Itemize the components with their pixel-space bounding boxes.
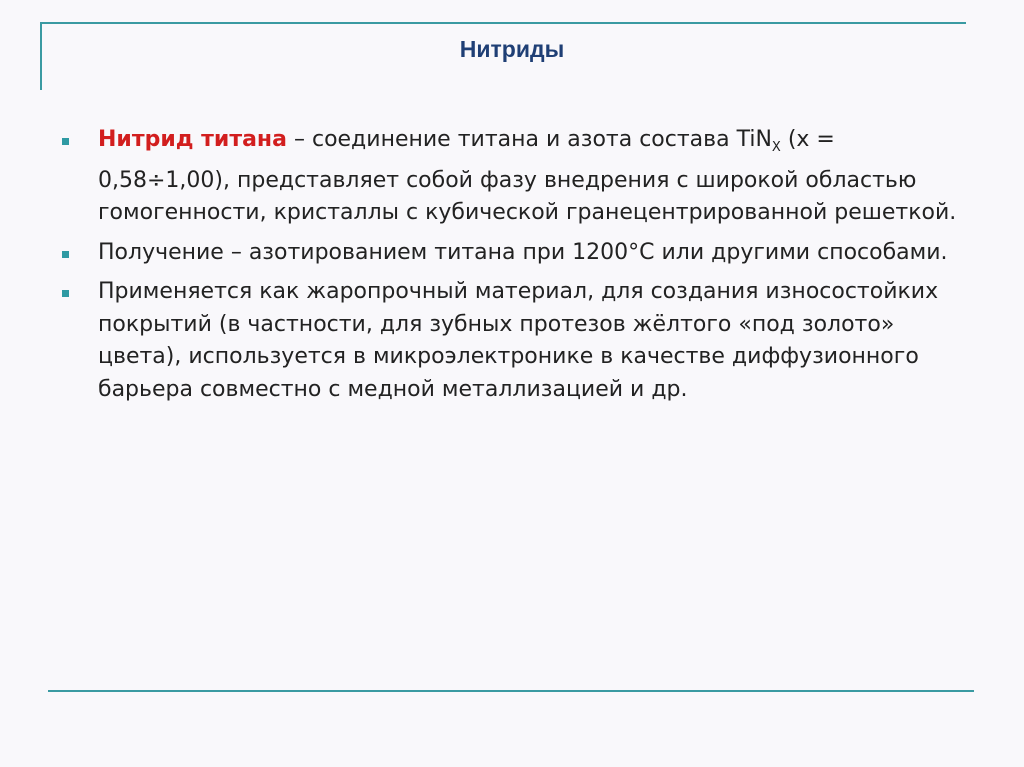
bullet-item-production [60,237,960,270]
bullet-text: Получение – азотированием титана при 1200°С или другими способами. [98,239,948,265]
highlight-term: Нитрид титана [98,127,287,152]
bullet-item-titanium-nitride [60,124,960,230]
slide-title: Нитриды [459,36,565,62]
square-bullet-icon [62,251,69,258]
bottom-rule [48,690,974,692]
bullet-item-applications [60,276,960,406]
bullet-text: – соединение титана и азота состава TiN [286,127,772,152]
bullet-list [60,124,960,413]
top-rule [40,22,966,24]
subscript-x: X [771,140,781,155]
bullet-text-cont: (x = 0,58÷1,00), представляет собой фазу внедрения с широкой областью гомогенности, кристаллы с кубической гранецентрированной решеткой. [98,127,957,225]
bullet-text: Применяется как жаропрочный материал, для создания износостойких покрытий (в частности, для зубных протезов жёлтого «под золото» цвета), используется в микроэлектронике в качестве диффузионного барьера совместно с медной металлизацией и др. [98,279,939,402]
square-bullet-icon [62,290,69,297]
square-bullet-icon [62,138,69,145]
